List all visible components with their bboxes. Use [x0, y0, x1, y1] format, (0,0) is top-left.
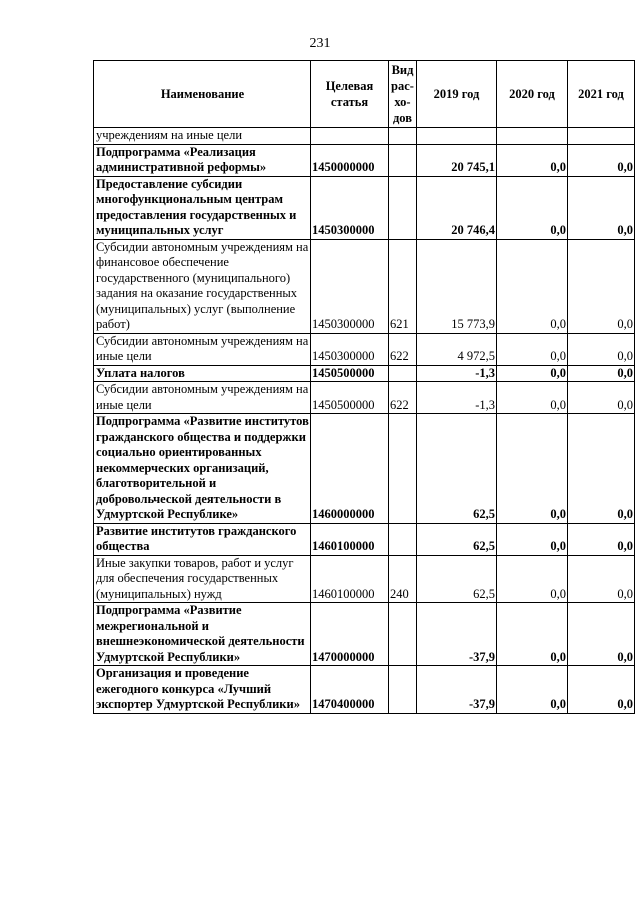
row-code: 1470400000: [311, 666, 389, 714]
row-name: Подпрограмма «Реализация административной реформы»: [94, 144, 311, 176]
row-2020: 0,0: [497, 176, 568, 239]
column-header-code-line1: Целевая: [325, 79, 374, 93]
row-2019: -1,3: [417, 365, 497, 382]
row-kind: [389, 144, 417, 176]
row-2019: 15 773,9: [417, 239, 497, 333]
row-2019: -37,9: [417, 603, 497, 666]
row-code: 1450300000: [311, 333, 389, 365]
row-2020: 0,0: [497, 365, 568, 382]
row-name: Развитие институтов гражданского общества: [94, 523, 311, 555]
table-row: [94, 666, 635, 714]
row-2021: 0,0: [568, 333, 635, 365]
row-2020: 0,0: [497, 414, 568, 524]
row-2019: 62,5: [417, 414, 497, 524]
row-kind: [389, 603, 417, 666]
row-2020: 0,0: [497, 382, 568, 414]
row-code: 1460100000: [311, 523, 389, 555]
row-kind: 621: [389, 239, 417, 333]
row-2019: 62,5: [417, 555, 497, 603]
row-name: Предоставление субсидии многофункциональным центрам предоставления государственных и муниципальных услуг: [94, 176, 311, 239]
row-2021: 0,0: [568, 666, 635, 714]
page-number: 231: [309, 36, 331, 51]
row-code: 1450500000: [311, 382, 389, 414]
column-header-code: [311, 61, 389, 128]
row-name: учреждениям на иные цели: [94, 128, 311, 145]
budget-table: [93, 60, 635, 714]
row-name: Уплата налогов: [94, 365, 311, 382]
row-2020: [497, 128, 568, 145]
table-header-row: [94, 61, 635, 128]
table-row: [94, 239, 635, 333]
row-kind: [389, 666, 417, 714]
table-row: [94, 555, 635, 603]
row-name: Подпрограмма «Развитие институтов гражданского общества и поддержки социально ориентированных некоммерческих организаций, благотворительной и добровольческой деятельности в Удмуртской Республике»: [94, 414, 311, 524]
row-name: Субсидии автономным учреждениям на финансовое обеспечение государственного (муниципального) задания на оказание государственных (муниципальных) услуг (выполнение работ): [94, 239, 311, 333]
row-name: Субсидии автономным учреждениям на иные цели: [94, 382, 311, 414]
column-header-kind-line1: Вид: [391, 63, 414, 77]
row-2019: 4 972,5: [417, 333, 497, 365]
row-2019: 20 746,4: [417, 176, 497, 239]
row-2021: 0,0: [568, 176, 635, 239]
row-2020: 0,0: [497, 523, 568, 555]
row-kind: 240: [389, 555, 417, 603]
column-header-kind-line4: дов: [392, 111, 412, 125]
table-row: [94, 523, 635, 555]
row-kind: [389, 365, 417, 382]
row-code: 1450000000: [311, 144, 389, 176]
table-row: [94, 144, 635, 176]
row-2021: 0,0: [568, 239, 635, 333]
row-kind: 622: [389, 382, 417, 414]
table-row: [94, 176, 635, 239]
row-2021: 0,0: [568, 382, 635, 414]
row-kind: [389, 523, 417, 555]
row-code: 1450300000: [311, 239, 389, 333]
row-2019: [417, 128, 497, 145]
row-2021: 0,0: [568, 414, 635, 524]
row-code: 1450500000: [311, 365, 389, 382]
row-2020: 0,0: [497, 239, 568, 333]
row-kind: [389, 176, 417, 239]
row-2020: 0,0: [497, 333, 568, 365]
row-name: Организация и проведение ежегодного конкурса «Лучший экспортер Удмуртской Республики»: [94, 666, 311, 714]
row-name: Подпрограмма «Развитие межрегиональной и внешнеэкономической деятельности Удмуртской Республики»: [94, 603, 311, 666]
row-2021: 0,0: [568, 603, 635, 666]
row-code: 1460100000: [311, 555, 389, 603]
row-2021: [568, 128, 635, 145]
row-name: Иные закупки товаров, работ и услуг для обеспечения государственных (муниципальных) нужд: [94, 555, 311, 603]
table-row: [94, 603, 635, 666]
column-header-2021: 2021 год: [568, 61, 635, 128]
row-code: 1450300000: [311, 176, 389, 239]
column-header-2020: 2020 год: [497, 61, 568, 128]
row-2021: 0,0: [568, 523, 635, 555]
table-row: [94, 414, 635, 524]
table-row: [94, 365, 635, 382]
row-kind: 622: [389, 333, 417, 365]
table-row: [94, 382, 635, 414]
column-header-code-line2: статья: [330, 95, 369, 109]
column-header-kind: [389, 61, 417, 128]
row-name: Субсидии автономным учреждениям на иные цели: [94, 333, 311, 365]
column-header-kind-line3: хо-: [394, 95, 411, 109]
row-2019: -1,3: [417, 382, 497, 414]
row-2019: 20 745,1: [417, 144, 497, 176]
row-code: 1470000000: [311, 603, 389, 666]
row-2019: 62,5: [417, 523, 497, 555]
column-header-name: Наименование: [94, 61, 311, 128]
column-header-kind-line2: рас-: [391, 79, 414, 93]
row-2020: 0,0: [497, 603, 568, 666]
column-header-2019: 2019 год: [417, 61, 497, 128]
row-2021: 0,0: [568, 144, 635, 176]
row-2020: 0,0: [497, 666, 568, 714]
row-2021: 0,0: [568, 365, 635, 382]
row-code: [311, 128, 389, 145]
row-2019: -37,9: [417, 666, 497, 714]
table-row: [94, 333, 635, 365]
table-row: [94, 128, 635, 145]
row-2020: 0,0: [497, 555, 568, 603]
row-kind: [389, 128, 417, 145]
row-2020: 0,0: [497, 144, 568, 176]
row-kind: [389, 414, 417, 524]
row-2021: 0,0: [568, 555, 635, 603]
row-code: 1460000000: [311, 414, 389, 524]
